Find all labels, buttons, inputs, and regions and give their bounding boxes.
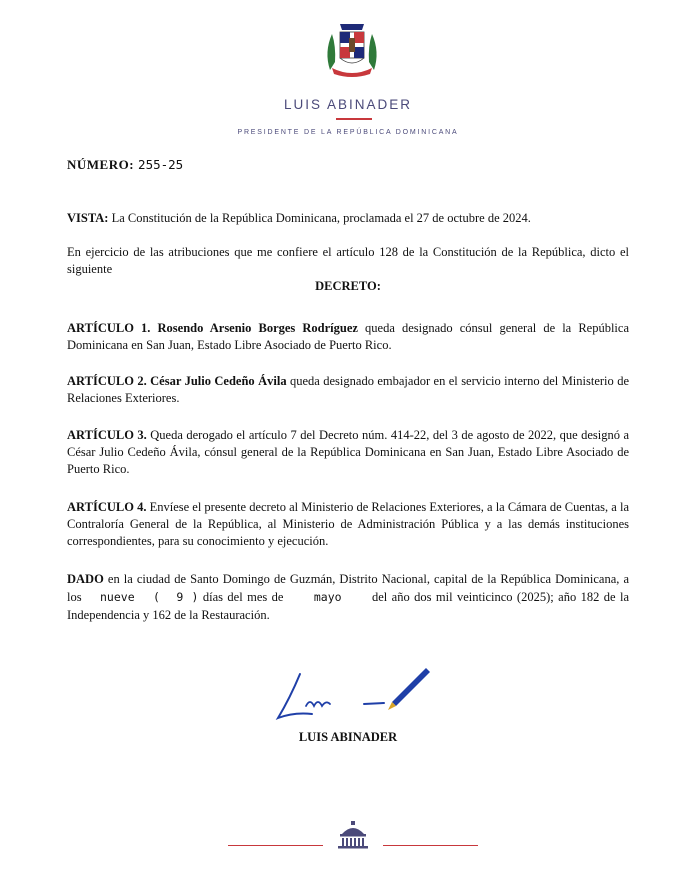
vista-paragraph <box>67 210 629 227</box>
articulo-4-text: Envíese el presente decreto al Ministerio de Relaciones Exteriores, a la Cámara de Cuentas, a la Contraloría General de la República, al Ministerio de Administración Pública y a las demás instituciones correspondientes, para su conocimiento y ejecución. <box>67 500 630 548</box>
decreto-heading: DECRETO: <box>315 279 381 293</box>
dado-text-3: del año dos mil veinticinco (2025); año 182 de la Independencia y 162 de la Restauración. <box>67 590 629 622</box>
articulo-2 <box>67 373 629 407</box>
dado-day-number: 9 <box>176 590 184 604</box>
articulo-1-text: queda designado cónsul general de la República Dominicana en San Juan, Estado Libre Asociado de Puerto Rico. <box>67 321 629 352</box>
articulo-1-name: Rosendo Arsenio Borges Rodríguez <box>157 321 358 335</box>
president-name-header: LUIS ABINADER <box>283 97 413 112</box>
articulo-2-text: queda designado embajador en el servicio interno del Ministerio de Relaciones Exteriores. <box>67 374 629 405</box>
articulo-1 <box>67 320 629 354</box>
signatory-name: LUIS ABINADER <box>298 730 398 744</box>
articulo-3 <box>67 427 629 478</box>
articulo-3-text: Queda derogado el artículo 7 del Decreto núm. 414-22, del 3 de agosto de 2022, que designó a César Julio Cedeño Ávila, cónsul general de la República Dominicana en San Juan, Estado Libre Asociado de Puerto Rico. <box>67 428 630 476</box>
articulo-2-label: ARTÍCULO 2. <box>67 374 147 388</box>
footer-divider-right <box>383 845 478 846</box>
header-divider <box>336 118 372 120</box>
articulo-1-label: ARTÍCULO 1. <box>67 321 151 335</box>
articulo-4 <box>67 499 629 550</box>
decree-number-label: NÚMERO: <box>67 157 135 172</box>
articulo-3-label: ARTÍCULO 3. <box>67 428 147 442</box>
president-title-header: PRESIDENTE DE LA REPÚBLICA DOMINICANA <box>237 129 459 136</box>
footer-divider-left <box>228 845 323 846</box>
vista-label: VISTA: <box>67 211 109 225</box>
articulo-2-name: César Julio Cedeño Ávila <box>150 374 287 388</box>
vista-text: La Constitución de la República Dominicana, proclamada el 27 de octubre de 2024. <box>108 211 531 225</box>
national-palace-dome-icon <box>334 820 372 850</box>
dado-paragraph: DADO en la ciudad de Santo Domingo de Guzmán, Distrito Nacional, capital de la República Dominicana, a los nueve ( 9 ) días del mes de mayo del año dos mil veinticinco (2025); año 182 de la Independencia y 162 de la Restauración. <box>67 572 629 622</box>
ejercicio-paragraph: En ejercicio de las atribuciones que me confiere el artículo 128 de la Constitución de la República, dicto el siguiente <box>67 245 629 276</box>
articulo-4-label: ARTÍCULO 4. <box>67 500 147 514</box>
dado-month: mayo <box>313 590 342 604</box>
dado-label: DADO <box>67 572 104 586</box>
decree-number <box>67 157 183 173</box>
dado-text-2: días del mes de <box>198 590 288 604</box>
dado-text-1: en la ciudad de Santo Domingo de Guzmán, Distrito Nacional, capital de la República Dominicana, a los <box>67 572 629 604</box>
coat-of-arms-icon <box>322 18 382 80</box>
decree-number-value: 255-25 <box>138 157 184 172</box>
handwritten-signature <box>268 662 438 724</box>
dado-day-word: nueve <box>100 590 135 604</box>
